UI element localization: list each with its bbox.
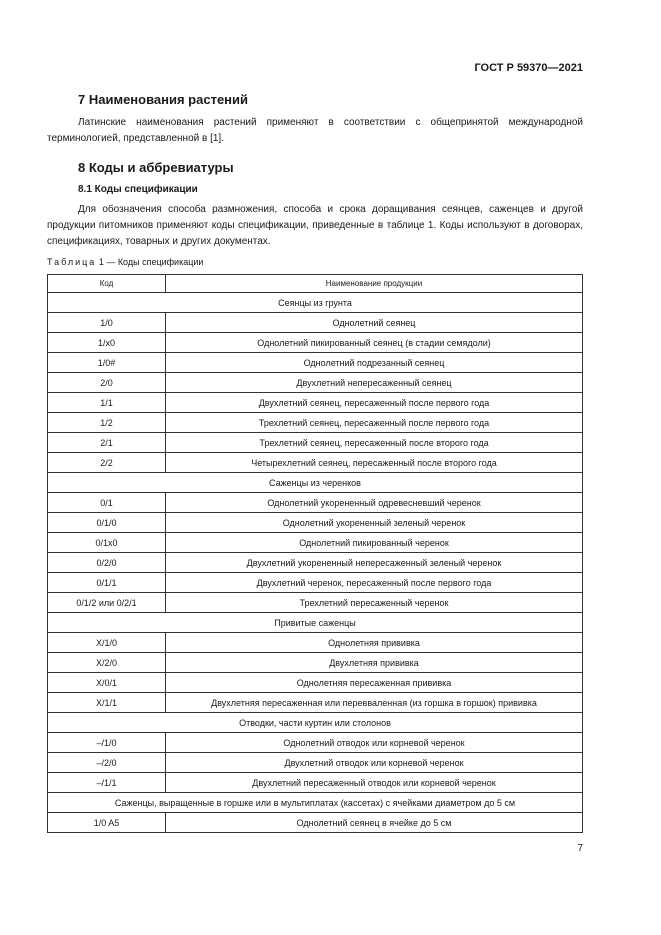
code-cell: 1/1 bbox=[48, 393, 166, 413]
product-name-cell: Двухлетний непересаженный сеянец bbox=[166, 373, 583, 393]
table-caption-text: 1 — Коды спецификации bbox=[98, 257, 204, 267]
product-name-cell: Однолетняя пересаженная прививка bbox=[166, 673, 583, 693]
table-row bbox=[48, 453, 583, 473]
code-cell: 1/2 bbox=[48, 413, 166, 433]
section-8-1-text: Для обозначения способа размножения, способа и срока доращивания сеянцев, саженцев и другой продукции питомников применяют коды спецификации, приведенные в таблице 1. Коды используют в договорах, спецификациях, товарных и других документах. bbox=[47, 204, 583, 247]
product-name-cell: Однолетний сеянец в ячейке до 5 см bbox=[166, 813, 583, 833]
spec-codes-table bbox=[47, 274, 583, 833]
product-name-cell: Однолетний укорененный одревесневший черенок bbox=[166, 493, 583, 513]
table-row bbox=[48, 353, 583, 373]
table-row bbox=[48, 493, 583, 513]
section-7-title: 7 Наименования растений bbox=[78, 92, 249, 107]
code-cell: –/1/0 bbox=[48, 733, 166, 753]
code-cell: 1/0# bbox=[48, 353, 166, 373]
product-name-cell: Однолетний пикированный черенок bbox=[166, 533, 583, 553]
table-row bbox=[48, 433, 583, 453]
table-section-row bbox=[48, 293, 583, 313]
table-row bbox=[48, 393, 583, 413]
product-name-cell: Двухлетний отводок или корневой черенок bbox=[166, 753, 583, 773]
table-row bbox=[48, 593, 583, 613]
product-name-cell: Трехлетний пересаженный черенок bbox=[166, 593, 583, 613]
product-name-cell: Двухлетняя прививка bbox=[166, 653, 583, 673]
table-row bbox=[48, 553, 583, 573]
code-cell: X/0/1 bbox=[48, 673, 166, 693]
table-row bbox=[48, 413, 583, 433]
table-row bbox=[48, 373, 583, 393]
code-cell: X/1/1 bbox=[48, 693, 166, 713]
code-cell: X/1/0 bbox=[48, 633, 166, 653]
code-cell: 0/1/0 bbox=[48, 513, 166, 533]
table-row bbox=[48, 753, 583, 773]
table-caption-prefix: Таблица bbox=[47, 257, 97, 267]
table-row bbox=[48, 773, 583, 793]
table-row bbox=[48, 513, 583, 533]
product-name-cell: Однолетний пикированный сеянец (в стадии семядоли) bbox=[166, 333, 583, 353]
product-name-cell: Однолетняя прививка bbox=[166, 633, 583, 653]
code-cell: 0/2/0 bbox=[48, 553, 166, 573]
code-cell: 0/1 bbox=[48, 493, 166, 513]
table-row bbox=[48, 733, 583, 753]
code-cell: –/1/1 bbox=[48, 773, 166, 793]
table-row bbox=[48, 653, 583, 673]
page-number: 7 bbox=[577, 843, 583, 854]
code-cell: 1/0 A5 bbox=[48, 813, 166, 833]
table-section-row bbox=[48, 713, 583, 733]
header-code: Код bbox=[48, 275, 166, 293]
header-product-name: Наименование продукции bbox=[166, 275, 583, 293]
section-heading-cell: Саженцы из черенков bbox=[48, 473, 583, 493]
product-name-cell: Двухлетний пересаженный отводок или корневой черенок bbox=[166, 773, 583, 793]
table-row bbox=[48, 813, 583, 833]
product-name-cell: Четырехлетний сеянец, пересаженный после второго года bbox=[166, 453, 583, 473]
product-name-cell: Двухлетний сеянец, пересаженный после первого года bbox=[166, 393, 583, 413]
product-name-cell: Двухлетний черенок, пересаженный после первого года bbox=[166, 573, 583, 593]
section-7-text: Латинские наименования растений применяют в соответствии с общепринятой международной терминологией, представленной в [1]. bbox=[47, 117, 583, 144]
section-8-1-title: 8.1 Коды спецификации bbox=[78, 184, 198, 195]
table-row bbox=[48, 633, 583, 653]
table-section-row bbox=[48, 613, 583, 633]
document-code: ГОСТ Р 59370—2021 bbox=[474, 62, 583, 74]
code-cell: 0/1x0 bbox=[48, 533, 166, 553]
table-section-row bbox=[48, 473, 583, 493]
table-header-row bbox=[48, 275, 583, 293]
product-name-cell: Однолетний укорененный зеленый черенок bbox=[166, 513, 583, 533]
product-name-cell: Однолетний отводок или корневой черенок bbox=[166, 733, 583, 753]
table-row bbox=[48, 693, 583, 713]
code-cell: X/2/0 bbox=[48, 653, 166, 673]
table-section-row bbox=[48, 793, 583, 813]
product-name-cell: Трехлетний сеянец, пересаженный после первого года bbox=[166, 413, 583, 433]
product-name-cell: Однолетний подрезанный сеянец bbox=[166, 353, 583, 373]
section-8-title: 8 Коды и аббревиатуры bbox=[78, 160, 234, 175]
code-cell: 1/x0 bbox=[48, 333, 166, 353]
code-cell: 0/1/1 bbox=[48, 573, 166, 593]
code-cell: 2/2 bbox=[48, 453, 166, 473]
product-name-cell: Однолетний сеянец bbox=[166, 313, 583, 333]
table-row bbox=[48, 573, 583, 593]
table-row bbox=[48, 673, 583, 693]
section-heading-cell: Саженцы, выращенные в горшке или в мультиплатах (кассетах) с ячейками диаметром до 5 см bbox=[48, 793, 583, 813]
table-row bbox=[48, 533, 583, 553]
table-row bbox=[48, 313, 583, 333]
table-body bbox=[48, 293, 583, 833]
code-cell: 1/0 bbox=[48, 313, 166, 333]
section-heading-cell: Отводки, части куртин или столонов bbox=[48, 713, 583, 733]
section-heading-cell: Сеянцы из грунта bbox=[48, 293, 583, 313]
code-cell: 2/0 bbox=[48, 373, 166, 393]
table-row bbox=[48, 333, 583, 353]
code-cell: 0/1/2 или 0/2/1 bbox=[48, 593, 166, 613]
section-heading-cell: Привитые саженцы bbox=[48, 613, 583, 633]
table-caption bbox=[47, 257, 203, 267]
code-cell: –/2/0 bbox=[48, 753, 166, 773]
product-name-cell: Трехлетний сеянец, пересаженный после второго года bbox=[166, 433, 583, 453]
code-cell: 2/1 bbox=[48, 433, 166, 453]
product-name-cell: Двухлетняя пересаженная или перевваленная (из горшка в горшок) прививка bbox=[166, 693, 583, 713]
product-name-cell: Двухлетний укорененный непересаженный зеленый черенок bbox=[166, 553, 583, 573]
